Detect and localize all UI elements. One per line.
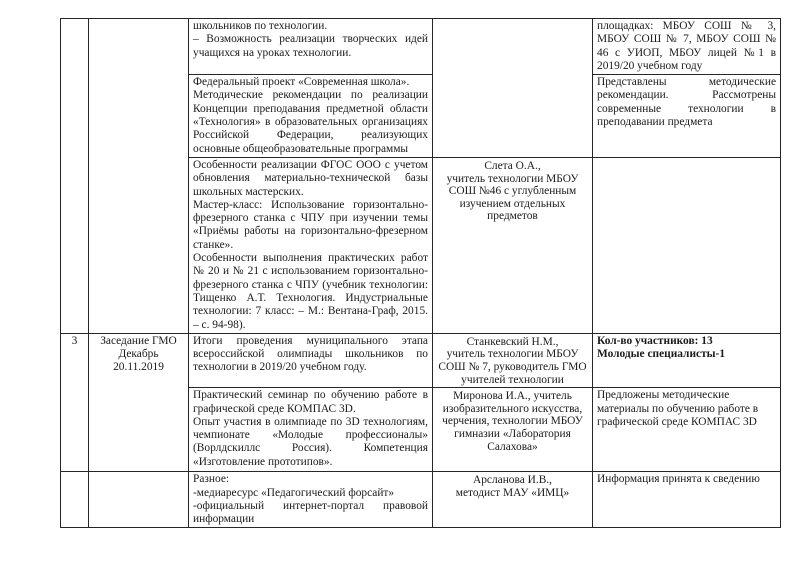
cell-speaker: Станкевский Н.М., учитель технологии МБОУ СОШ № 7, руководитель ГМО учителей технологии <box>433 333 593 387</box>
cell-agenda: Особенности реализации ФГОС ООО с учетом обновления материально-технической базы школьных мастерских. Мастер-класс: Использование горизонтально-фрезерного станка с ЧПУ при изучении темы «Приёмы работы на горизонтально-фрезерном станке». Особенности выполнения практических работ № 20 и № 21 с использованием горизонтально-фрезерного станка с ЧПУ (учебник технологии: Тищенко А.Т. Технология. Индустриальные технологии: 7 класс: – М.: Вентана-Граф, 2015. – с. 94-98). <box>189 157 433 333</box>
cell-speaker: Слета О.А., учитель технологии МБОУ СОШ №46 с углубленным изучением отдельных предметов <box>433 157 593 333</box>
cell-result: Представлены методические рекомендации. Рассмотрены современные технологии в преподавании предмета <box>593 75 781 158</box>
cell-meeting-info: Заседание ГМО Декабрь 20.11.2019 <box>89 333 189 471</box>
cell-result: Информация принята к сведению <box>593 472 781 528</box>
cell-agenda: Разное: -медиаресурс «Педагогический форсайт» -официальный интернет-портал правовой информации <box>189 472 433 528</box>
cell-speaker: Миронова И.А., учитель изобразительного искусства, черчения, технологии МБОУ гимназии «Лаборатория Салахова» <box>433 388 593 472</box>
cell-agenda: Итоги проведения муниципального этапа всероссийской олимпиады школьников по технологии в 2019/20 учебном году. <box>189 333 433 387</box>
cell-speaker: Арсланова И.В., методист МАУ «ИМЦ» <box>433 472 593 528</box>
cell-row-number-continued <box>61 19 89 334</box>
cell-result: площадках: МБОУ СОШ № 3, МБОУ СОШ № 7, МБОУ СОШ № 46 с УИОП, МБОУ лицей №1 в 2019/20 учебном году <box>593 19 781 75</box>
cell-result-participants: Кол-во участников: 13 Молодые специалисты-1 <box>593 333 781 387</box>
cell-result-empty <box>593 157 781 333</box>
table-row <box>61 19 781 75</box>
cell-agenda: школьников по технологии. – Возможность реализации творческих идей учащихся на уроках технологии. <box>189 19 433 75</box>
cell-meeting-empty <box>89 472 189 528</box>
protocol-table <box>60 18 781 528</box>
cell-speaker-empty <box>433 19 593 158</box>
table-row <box>61 333 781 387</box>
cell-agenda: Федеральный проект «Современная школа». Методические рекомендации по реализации Концепции преподавания предметной области «Технология» в образовательных организациях Российской Федерации, реализующих основные общеобразовательные программы <box>189 75 433 158</box>
cell-meeting-continued <box>89 19 189 334</box>
cell-agenda: Практический семинар по обучению работе в графической среде КОМПАС 3D. Опыт участия в олимпиаде по 3D технологиям, чемпионате «Молодые профессионалы» (Ворлдскиллс Россия). Компетенция «Изготовление прототипов». <box>189 388 433 472</box>
table-row <box>61 472 781 528</box>
cell-result: Предложены методические материалы по обучению работе в графической среде КОМПАС 3D <box>593 388 781 472</box>
cell-row-number: 3 <box>61 333 89 471</box>
cell-row-number-empty <box>61 472 89 528</box>
